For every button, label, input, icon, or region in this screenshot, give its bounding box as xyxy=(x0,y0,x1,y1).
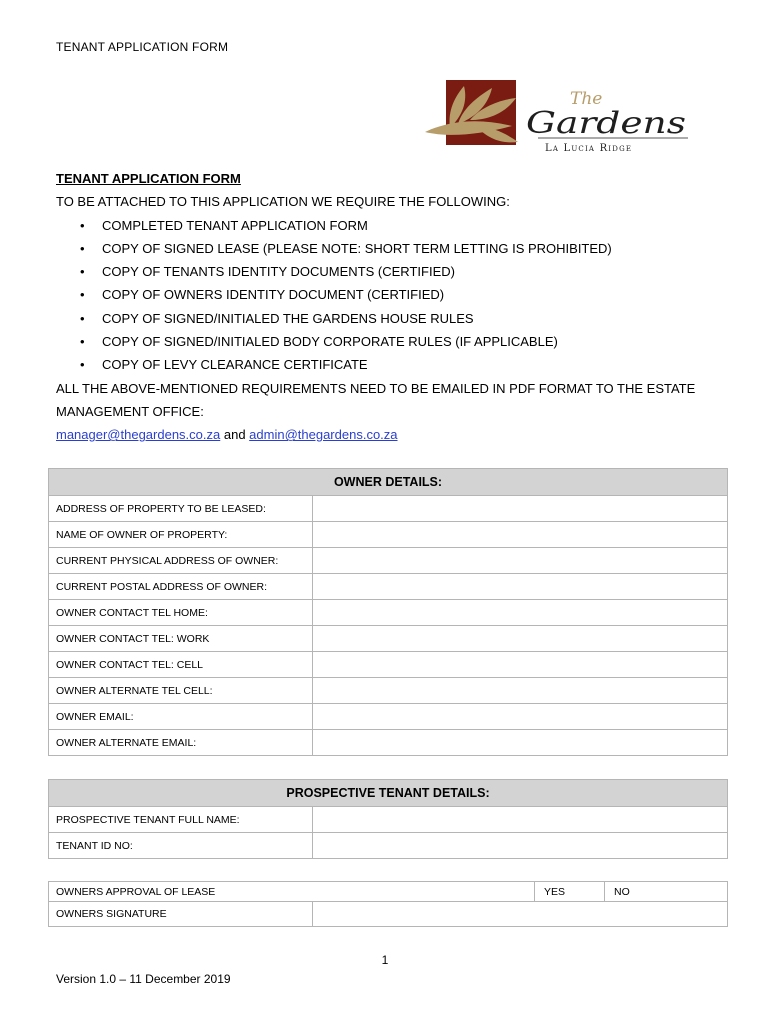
field-value-cell xyxy=(313,496,728,522)
page-number: 1 xyxy=(381,953,389,967)
field-value-cell xyxy=(313,833,728,859)
field-value-cell xyxy=(313,678,728,704)
field-label: ADDRESS OF PROPERTY TO BE LEASED: xyxy=(49,496,313,522)
owner-name-input[interactable] xyxy=(313,523,727,547)
field-value-cell xyxy=(313,574,728,600)
requirement-item: • COPY OF TENANTS IDENTITY DOCUMENTS (CERTIFIED) xyxy=(80,260,728,283)
requirement-item: • COPY OF SIGNED/INITIALED BODY CORPORATE RULES (IF APPLICABLE) xyxy=(80,330,728,353)
table-row xyxy=(49,522,728,548)
approval-label: OWNERS APPROVAL OF LEASE xyxy=(49,882,535,902)
form-title: TENANT APPLICATION FORM xyxy=(56,171,241,186)
manager-email-link[interactable]: manager@thegardens.co.za xyxy=(56,427,221,443)
field-label: OWNER CONTACT TEL: WORK xyxy=(49,626,313,652)
table-row xyxy=(49,600,728,626)
owner-alternate-email-input[interactable] xyxy=(313,731,727,755)
tenant-full-name-input[interactable] xyxy=(313,808,727,832)
table-row xyxy=(49,902,728,927)
requirements-list xyxy=(56,214,728,377)
table-row xyxy=(49,548,728,574)
table-row xyxy=(49,730,728,756)
the-gardens-logo xyxy=(420,80,695,155)
tenant-details-heading: PROSPECTIVE TENANT DETAILS: xyxy=(49,780,728,807)
field-label: PROSPECTIVE TENANT FULL NAME: xyxy=(49,807,313,833)
table-row xyxy=(49,574,728,600)
logo-script-main: Gardens xyxy=(526,106,686,141)
table-row xyxy=(49,882,728,902)
owner-physical-address-input[interactable] xyxy=(313,549,727,573)
field-value-cell xyxy=(313,548,728,574)
field-value-cell xyxy=(313,652,728,678)
requirement-item: • COPY OF SIGNED LEASE (PLEASE NOTE: SHORT TERM LETTING IS PROHIBITED) xyxy=(80,237,728,260)
table-row xyxy=(49,704,728,730)
table-row xyxy=(49,652,728,678)
email-conjunction: and xyxy=(220,427,250,443)
field-value-cell xyxy=(313,522,728,548)
email-instruction: ALL THE ABOVE-MENTIONED REQUIREMENTS NEED TO BE EMAILED IN PDF FORMAT TO THE ESTATE MANAGEMENT OFFICE: xyxy=(56,380,696,419)
requirement-item: • COPY OF SIGNED/INITIALED THE GARDENS HOUSE RULES xyxy=(80,307,728,330)
field-label: OWNER ALTERNATE TEL CELL: xyxy=(49,678,313,704)
version-footer: Version 1.0 – 11 December 2019 xyxy=(56,972,231,986)
requirements-lead: TO BE ATTACHED TO THIS APPLICATION WE REQUIRE THE FOLLOWING: xyxy=(56,194,510,210)
field-label: NAME OF OWNER OF PROPERTY: xyxy=(49,522,313,548)
approval-no-option[interactable]: NO xyxy=(605,882,728,902)
owner-email-input[interactable] xyxy=(313,705,727,729)
email-links xyxy=(56,423,728,446)
field-value-cell xyxy=(313,902,728,927)
field-label: CURRENT POSTAL ADDRESS OF OWNER: xyxy=(49,574,313,600)
requirement-item: • COPY OF OWNERS IDENTITY DOCUMENT (CERTIFIED) xyxy=(80,283,728,306)
admin-email-link[interactable]: admin@thegardens.co.za xyxy=(249,427,398,443)
signature-label: OWNERS SIGNATURE xyxy=(49,902,313,927)
owner-approval-table xyxy=(48,881,728,927)
field-value-cell xyxy=(313,807,728,833)
owner-alternate-cell-input[interactable] xyxy=(313,679,727,703)
table-row xyxy=(49,807,728,833)
table-row xyxy=(49,678,728,704)
owner-tel-cell-input[interactable] xyxy=(313,653,727,677)
logo-script-top: The xyxy=(570,89,603,109)
field-label: OWNER CONTACT TEL: CELL xyxy=(49,652,313,678)
owner-tel-home-input[interactable] xyxy=(313,601,727,625)
owner-tel-work-input[interactable] xyxy=(313,627,727,651)
field-value-cell xyxy=(313,626,728,652)
table-row xyxy=(49,496,728,522)
table-row xyxy=(49,626,728,652)
field-label: CURRENT PHYSICAL ADDRESS OF OWNER: xyxy=(49,548,313,574)
page-header-title: TENANT APPLICATION FORM xyxy=(56,40,229,54)
field-value-cell xyxy=(313,730,728,756)
logo-subtitle: La Lucia Ridge xyxy=(545,143,633,154)
field-value-cell xyxy=(313,704,728,730)
owner-details-heading: OWNER DETAILS: xyxy=(49,469,728,496)
tenant-details-table xyxy=(48,779,728,859)
owner-signature-input[interactable] xyxy=(313,902,727,926)
table-row xyxy=(49,833,728,859)
field-label: TENANT ID NO: xyxy=(49,833,313,859)
requirement-item: • COMPLETED TENANT APPLICATION FORM xyxy=(80,214,728,237)
field-label: OWNER ALTERNATE EMAIL: xyxy=(49,730,313,756)
requirements-section xyxy=(56,167,728,447)
tenant-id-input[interactable] xyxy=(313,834,727,858)
field-label: OWNER CONTACT TEL HOME: xyxy=(49,600,313,626)
field-value-cell xyxy=(313,600,728,626)
approval-yes-option[interactable]: YES xyxy=(535,882,605,902)
requirement-item: • COPY OF LEVY CLEARANCE CERTIFICATE xyxy=(80,353,728,376)
property-address-input[interactable] xyxy=(313,497,727,521)
field-label: OWNER EMAIL: xyxy=(49,704,313,730)
owner-postal-address-input[interactable] xyxy=(313,575,727,599)
owner-details-table xyxy=(48,468,728,756)
